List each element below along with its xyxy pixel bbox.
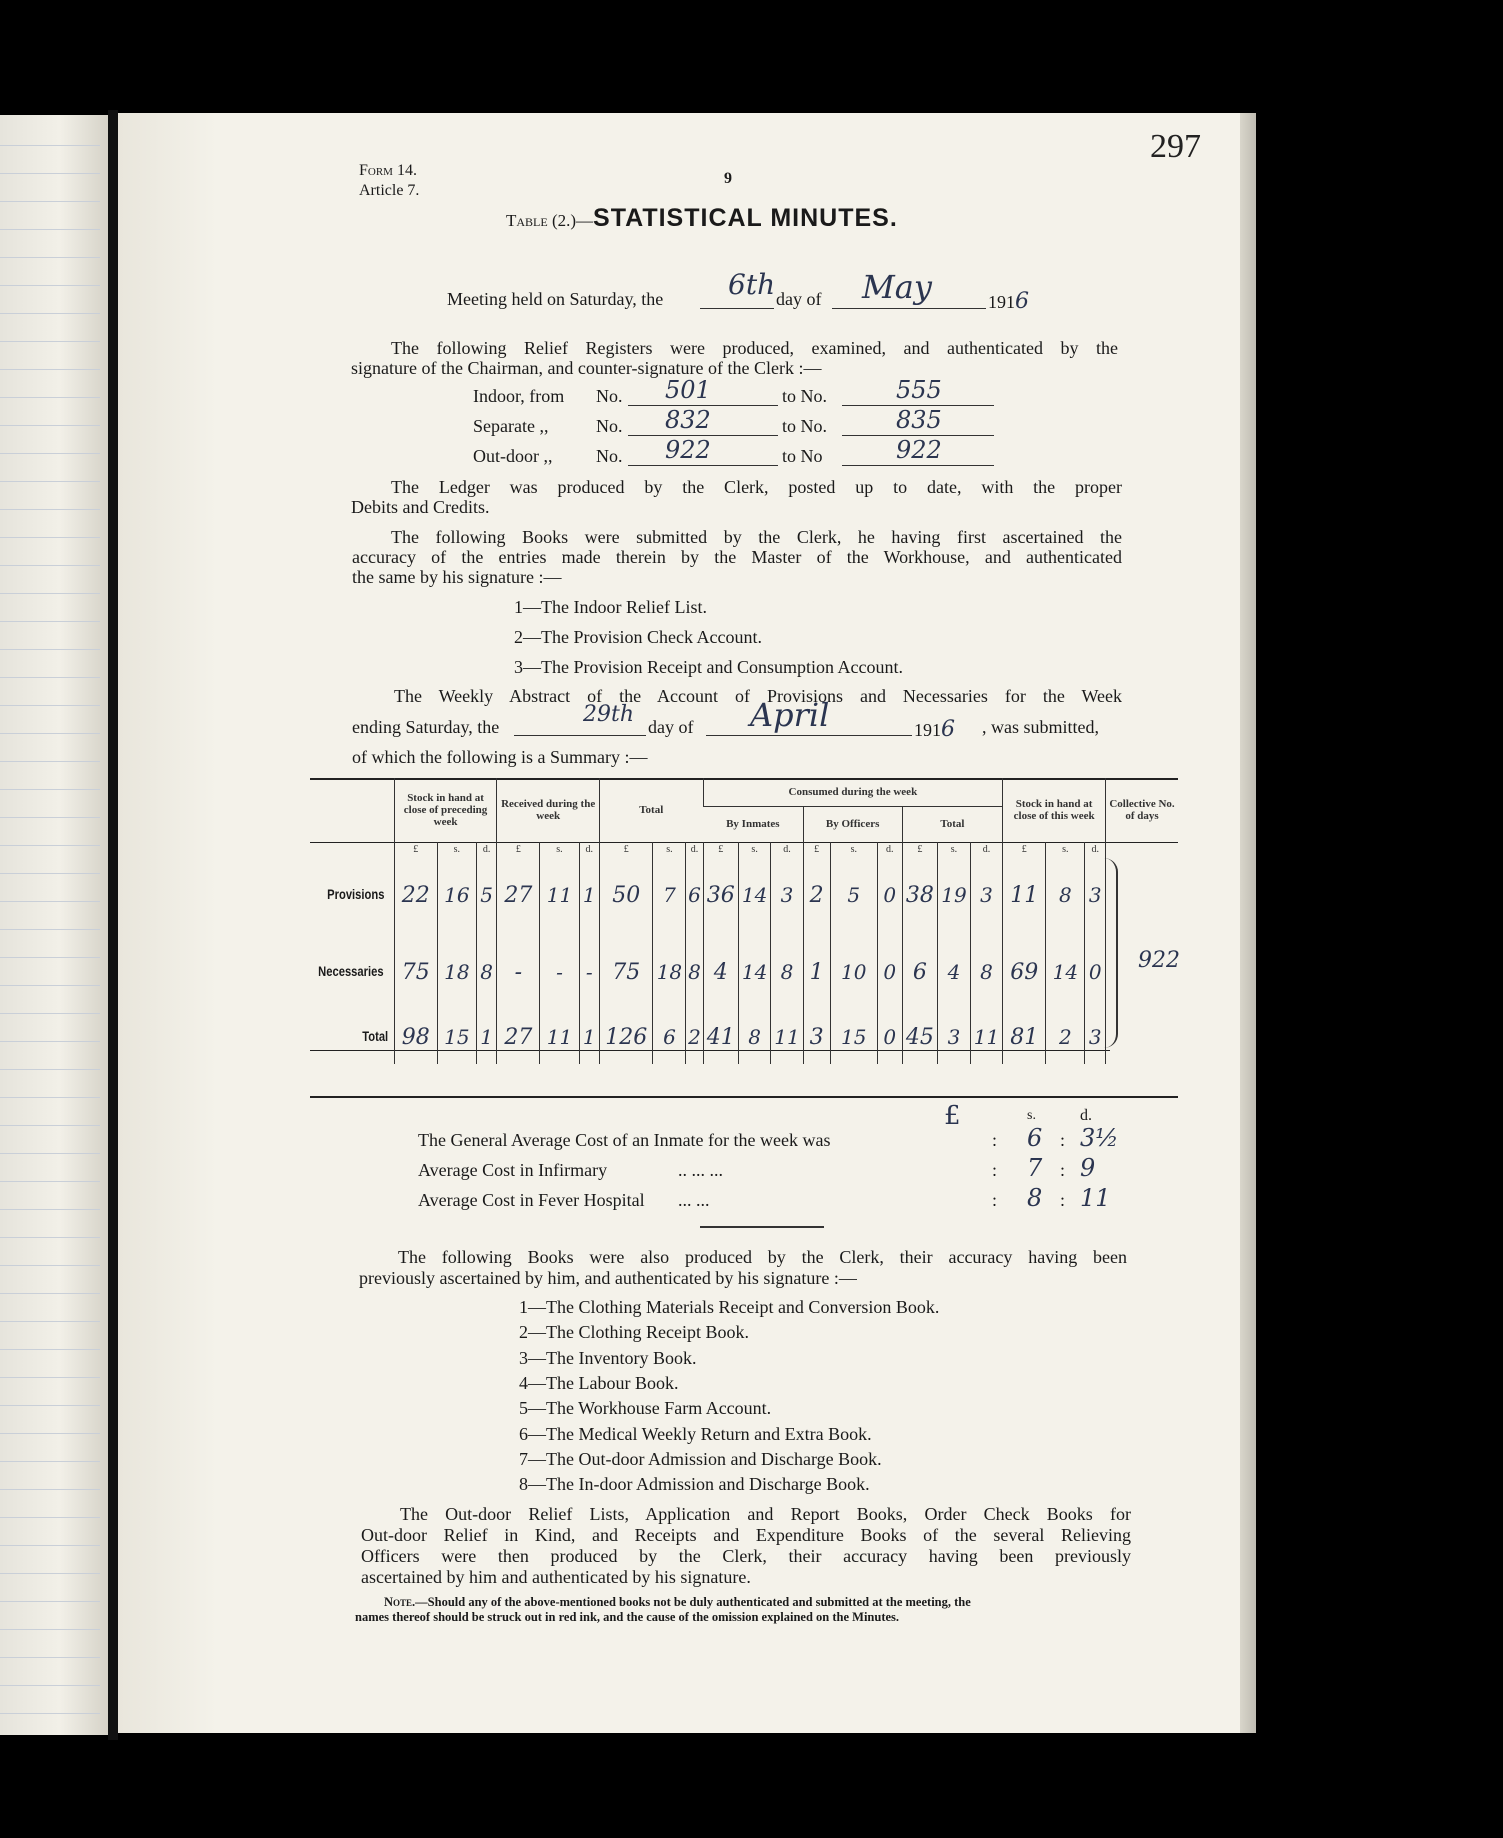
table-label: Table (2.)— (506, 211, 594, 230)
outdoor-line-2: Out-door Relief in Kind, and Receipts and Expenditure Books of the several Relieving (361, 1525, 1131, 1545)
register-to: 922 (896, 436, 942, 464)
facing-page-rule (0, 229, 100, 230)
article-label: Article 7. (359, 182, 420, 199)
table-cell: 1 (476, 1010, 496, 1064)
meeting-day: 6th (728, 268, 776, 301)
unit-label: d. (686, 842, 703, 856)
avg-cost-label: The General Average Cost of an Inmate for the week was (418, 1130, 831, 1150)
facing-page-rule (0, 481, 100, 482)
row-label (310, 856, 394, 934)
table-cell: 4 (703, 934, 738, 1010)
table-cell: 4 (938, 934, 971, 1010)
avg-cost-colon: : (992, 1130, 998, 1150)
also-book-item: 4—The Labour Book. (519, 1372, 679, 1393)
books-intro-1: The following Books were submitted by the Clerk, he having first ascertained the (391, 527, 1122, 547)
facing-page-rule (0, 369, 100, 370)
avg-cost-pence: 9 (1080, 1154, 1096, 1182)
unit-label: £ (394, 842, 437, 856)
table-cell: 98 (394, 1010, 437, 1064)
also-book-item: 2—The Clothing Receipt Book. (519, 1322, 749, 1343)
facing-page-rule (0, 565, 100, 566)
avg-col-s: s. (1027, 1108, 1036, 1123)
unit-label: d. (476, 842, 496, 856)
table-row (310, 1010, 1178, 1064)
avg-cost-shillings: 6 (1027, 1124, 1043, 1152)
avg-cost-sep: : (1060, 1160, 1066, 1180)
unit-label: £ (902, 842, 938, 856)
table-cell: - (497, 934, 540, 1010)
table-cell: 11 (540, 1010, 579, 1064)
outdoor-line-1: The Out-door Relief Lists, Application and Report Books, Order Check Books for (400, 1504, 1131, 1524)
avg-cost-sep: : (1060, 1130, 1066, 1150)
facing-page-rule (0, 1405, 100, 1406)
book-item: 1—The Indoor Relief List. (514, 597, 707, 617)
facing-page-rule (0, 593, 100, 594)
facing-page-rule (0, 845, 100, 846)
facing-page-rule (0, 705, 100, 706)
table-cell: 0 (877, 934, 902, 1010)
facing-page-rule (0, 1545, 100, 1546)
row-label-text: Necessaries (318, 963, 384, 979)
table-cell: 8 (1046, 856, 1085, 934)
avg-cost-pence: 11 (1080, 1184, 1111, 1212)
facing-page-rule (0, 789, 100, 790)
facing-page-rule (0, 1489, 100, 1490)
also-book-item: 8—The In-door Admission and Discharge Book. (519, 1474, 870, 1495)
collective-header: Collective No. of days (1106, 778, 1179, 842)
outdoor-line-4: ascertained by him and authenticated by his signature. (361, 1567, 751, 1587)
facing-page-rule (0, 285, 100, 286)
meeting-prefix: Meeting held on Saturday, the (447, 289, 664, 309)
row-label-header (310, 778, 394, 842)
abstract-year-prefix: 191 (914, 720, 941, 740)
avg-cost-shillings: 7 (1027, 1154, 1043, 1182)
table-cell: 3 (771, 856, 803, 934)
facing-page-rule (0, 1321, 100, 1322)
row-label-text: Total (362, 1028, 389, 1044)
avg-cost-label: Average Cost in Fever Hospital (418, 1190, 645, 1210)
table-cell: 18 (653, 934, 686, 1010)
table-cell: 14 (738, 856, 770, 934)
avg-cost-sep: : (1060, 1190, 1066, 1210)
register-to-label: to No (782, 446, 823, 466)
register-label: Indoor, from (473, 386, 565, 406)
table-cell: 11 (970, 1010, 1003, 1064)
registers-intro-2: signature of the Chairman, and counter-signature of the Clerk :— (351, 358, 822, 378)
also-book-item: 7—The Out-door Admission and Discharge Book. (519, 1448, 882, 1469)
book-item: 3—The Provision Receipt and Consumption Account. (514, 657, 903, 677)
facing-page-rule (0, 677, 100, 678)
table-cell: 7 (653, 856, 686, 934)
meeting-year-prefix: 191 (988, 292, 1015, 312)
avg-cost-dots: ... ... (678, 1190, 710, 1210)
meeting-month: May (862, 268, 932, 306)
book-item: 2—The Provision Check Account. (514, 627, 762, 647)
avg-cost-colon: : (992, 1190, 998, 1210)
avg-cost-dots: .. ... ... (678, 1160, 723, 1180)
facing-page (0, 115, 108, 1735)
facing-page-rule (0, 341, 100, 342)
also-book-item: 1—The Clothing Materials Receipt and Conversion Book. (519, 1297, 940, 1317)
facing-page-rule (0, 1517, 100, 1518)
table-cell: 2 (686, 1010, 703, 1064)
facing-page-rule (0, 1601, 100, 1602)
unit-label: d. (970, 842, 1003, 856)
table-cell: 126 (599, 1010, 653, 1064)
note-text-1: —Should any of the above-mentioned books not be duly authenticated and submitted at the meeting, the (415, 1595, 971, 1609)
facing-page-rule (0, 537, 100, 538)
table-cell: 3 (938, 1010, 971, 1064)
facing-page-rule (0, 1237, 100, 1238)
table-cell: 22 (394, 856, 437, 934)
table-cell: 15 (830, 1010, 877, 1064)
facing-page-rule (0, 621, 100, 622)
table-row (310, 934, 1178, 1010)
unit-label: £ (1003, 842, 1046, 856)
facing-page-rule (0, 957, 100, 958)
register-to: 555 (896, 376, 942, 404)
facing-page-rule (0, 1125, 100, 1126)
avg-cost-shillings: 8 (1027, 1184, 1043, 1212)
table-cell: 6 (902, 934, 938, 1010)
abstract-line-3: of which the following is a Summary :— (352, 747, 648, 767)
facing-page-rule (0, 1265, 100, 1266)
facing-page-rule (0, 873, 100, 874)
facing-page-rule (0, 1041, 100, 1042)
meeting-year (988, 289, 1029, 314)
page-number: 297 (1150, 128, 1201, 165)
unit-label: d. (579, 842, 599, 856)
table-cell: 41 (703, 1010, 738, 1064)
table-cell: 1 (803, 934, 830, 1010)
table-cell: 14 (1046, 934, 1085, 1010)
unit-label: s. (540, 842, 579, 856)
table-cell: 8 (738, 1010, 770, 1064)
by-officers-header: By Officers (803, 806, 902, 842)
also-line-1: The following Books were also produced by the Clerk, their accuracy having been (398, 1247, 1127, 1267)
avg-col-pound: £ (944, 1101, 961, 1131)
facing-page-rule (0, 733, 100, 734)
total-header: Total (599, 778, 703, 842)
consumed-total-header: Total (902, 806, 1003, 842)
unit-label: s. (738, 842, 770, 856)
table-cell: 3 (970, 856, 1003, 934)
abstract-day: 29th (583, 702, 635, 727)
abstract-day-of: day of (648, 717, 694, 737)
facing-page-rule (0, 1349, 100, 1350)
facing-page-rule (0, 257, 100, 258)
table-cell: 11 (771, 1010, 803, 1064)
facing-page-rule (0, 929, 100, 930)
register-label: Separate ,, (473, 416, 549, 436)
page-edge (1240, 113, 1256, 1733)
table-cell: 0 (877, 1010, 902, 1064)
table-cell: 6 (653, 1010, 686, 1064)
table-cell: 8 (970, 934, 1003, 1010)
register-from: 922 (665, 436, 711, 464)
avg-cost-colon: : (992, 1160, 998, 1180)
facing-page-rule (0, 901, 100, 902)
note-label: Note. (384, 1595, 416, 1609)
unit-label: d. (877, 842, 902, 856)
row-label (310, 934, 394, 1010)
table-cell: - (540, 934, 579, 1010)
page-index: 9 (724, 170, 732, 187)
statistics-table (310, 778, 1178, 1064)
facing-page-rule (0, 1377, 100, 1378)
table-cell: 45 (902, 1010, 938, 1064)
meeting-day-of: day of (776, 289, 822, 309)
register-label: Out-door ,, (473, 446, 553, 466)
abstract-prefix: ending Saturday, the (352, 717, 500, 737)
abstract-suffix: , was submitted, (982, 717, 1099, 737)
facing-page-rule (0, 1685, 100, 1686)
unit-label: £ (497, 842, 540, 856)
table-cell: 38 (902, 856, 938, 934)
register-to: 835 (896, 406, 942, 434)
units-blank (1106, 842, 1179, 856)
table-cell: 16 (437, 856, 476, 934)
table-cell: 27 (497, 1010, 540, 1064)
abstract-month: April (750, 696, 830, 734)
abstract-year (914, 717, 955, 742)
facing-page-rule (0, 453, 100, 454)
table-cell: 2 (1046, 1010, 1085, 1064)
unit-label: s. (437, 842, 476, 856)
facing-page-rule (0, 1069, 100, 1070)
unit-label: d. (771, 842, 803, 856)
form-label: Form 14. (359, 162, 417, 179)
outdoor-line-3: Officers were then produced by the Clerk, their accuracy having been previously (361, 1546, 1131, 1566)
table-cell: 8 (476, 934, 496, 1010)
table-cell: 8 (771, 934, 803, 1010)
ledger-line-2: Debits and Credits. (351, 497, 490, 517)
unit-label: d. (1085, 842, 1106, 856)
book-gutter (108, 110, 118, 1740)
register-no: No. (596, 446, 623, 466)
table-cell: 36 (703, 856, 738, 934)
also-book-item: 3—The Inventory Book. (519, 1347, 697, 1368)
table-cell: 50 (599, 856, 653, 934)
facing-page-rule (0, 173, 100, 174)
table-cell: 5 (476, 856, 496, 934)
meeting-year-suffix: 6 (1015, 289, 1029, 314)
unit-label: s. (653, 842, 686, 856)
books-intro-2: accuracy of the entries made therein by the Master of the Workhouse, and authenticated (352, 547, 1122, 567)
unit-label: s. (1046, 842, 1085, 856)
table-cell: 3 (1085, 1010, 1106, 1064)
note-line-1 (384, 1595, 971, 1610)
unit-label: s. (830, 842, 877, 856)
avg-col-d: d. (1080, 1107, 1092, 1124)
collective-brace (1104, 858, 1118, 1048)
table-cell: 11 (1003, 856, 1046, 934)
table-row (310, 856, 1178, 934)
table-cell: 14 (738, 934, 770, 1010)
register-to-label: to No. (782, 386, 827, 406)
facing-page-rule (0, 1013, 100, 1014)
facing-page-rule (0, 1713, 100, 1714)
unit-label: £ (803, 842, 830, 856)
table-cell: 81 (1003, 1010, 1046, 1064)
register-to-label: to No. (782, 416, 827, 436)
facing-page-rule (0, 817, 100, 818)
page-margin (118, 113, 218, 1733)
facing-page-rule (0, 1657, 100, 1658)
facing-page-rule (0, 985, 100, 986)
table-cell: 1 (579, 856, 599, 934)
stock-start-header: Stock in hand at close of preceding week (394, 778, 497, 842)
row-label-text: Provisions (327, 886, 385, 902)
row-label (310, 1010, 394, 1064)
register-from: 832 (665, 406, 711, 434)
facing-page-rule (0, 509, 100, 510)
facing-page-rule (0, 761, 100, 762)
unit-label: s. (938, 842, 971, 856)
collective-days: 922 (1138, 948, 1180, 973)
facing-page-rule (0, 1181, 100, 1182)
avg-cost-label: Average Cost in Infirmary (418, 1160, 608, 1180)
ledger-line-1: The Ledger was produced by the Clerk, posted up to date, with the proper (391, 477, 1122, 497)
page-title (506, 204, 898, 233)
table-cell: 3 (803, 1010, 830, 1064)
facing-page-rule (0, 649, 100, 650)
unit-label: £ (703, 842, 738, 856)
also-book-item: 6—The Medical Weekly Return and Extra Book. (519, 1423, 872, 1444)
facing-page-rule (0, 1293, 100, 1294)
facing-page-rule (0, 1153, 100, 1154)
facing-page-rule (0, 1573, 100, 1574)
units-blank (310, 842, 394, 856)
table-cell: 10 (830, 934, 877, 1010)
facing-page-rule (0, 1097, 100, 1098)
facing-page-rule (0, 1209, 100, 1210)
unit-label: £ (599, 842, 653, 856)
table-cell: 75 (599, 934, 653, 1010)
books-intro-3: the same by his signature :— (352, 567, 562, 587)
consumed-header: Consumed during the week (703, 778, 1003, 806)
abstract-year-suffix: 6 (941, 717, 955, 742)
table-cell: 2 (803, 856, 830, 934)
table-cell: 75 (394, 934, 437, 1010)
also-line-2: previously ascertained by him, and authenticated by his signature :— (359, 1268, 857, 1288)
register-no: No. (596, 416, 623, 436)
received-header: Received during the week (497, 778, 600, 842)
facing-page-rule (0, 1461, 100, 1462)
facing-page-rule (0, 201, 100, 202)
stock-end-header: Stock in hand at close of this week (1003, 778, 1106, 842)
table-cell: 69 (1003, 934, 1046, 1010)
note-line-2: names thereof should be struck out in red ink, and the cause of the omission explained on the Minutes. (355, 1610, 900, 1624)
table-cell: 0 (877, 856, 902, 934)
also-book-item: 5—The Workhouse Farm Account. (519, 1398, 772, 1419)
facing-page-rule (0, 145, 100, 146)
table-cell: 19 (938, 856, 971, 934)
avg-cost-pence: 3½ (1080, 1124, 1119, 1152)
facing-page-rule (0, 313, 100, 314)
abstract-line-1: The Weekly Abstract of the Account of Provisions and Necessaries for the Week (394, 686, 1122, 706)
table-cell: 0 (1085, 934, 1106, 1010)
table-cell: 3 (1085, 856, 1106, 934)
register-from: 501 (665, 376, 711, 404)
table-cell: 6 (686, 856, 703, 934)
register-no: No. (596, 386, 623, 406)
table-cell: 11 (540, 856, 579, 934)
table-cell: 15 (437, 1010, 476, 1064)
table-cell: 1 (579, 1010, 599, 1064)
table-cell: 8 (686, 934, 703, 1010)
facing-page-rule (0, 397, 100, 398)
table-cell: - (579, 934, 599, 1010)
table-cell: 5 (830, 856, 877, 934)
facing-page-rule (0, 1629, 100, 1630)
table-cell: 27 (497, 856, 540, 934)
title-text: STATISTICAL MINUTES. (593, 204, 898, 232)
registers-intro-1: The following Relief Registers were produced, examined, and authenticated by the (391, 338, 1118, 358)
facing-page-rule (0, 1433, 100, 1434)
table-cell: 18 (437, 934, 476, 1010)
facing-page-rule (0, 425, 100, 426)
by-inmates-header: By Inmates (726, 818, 780, 831)
